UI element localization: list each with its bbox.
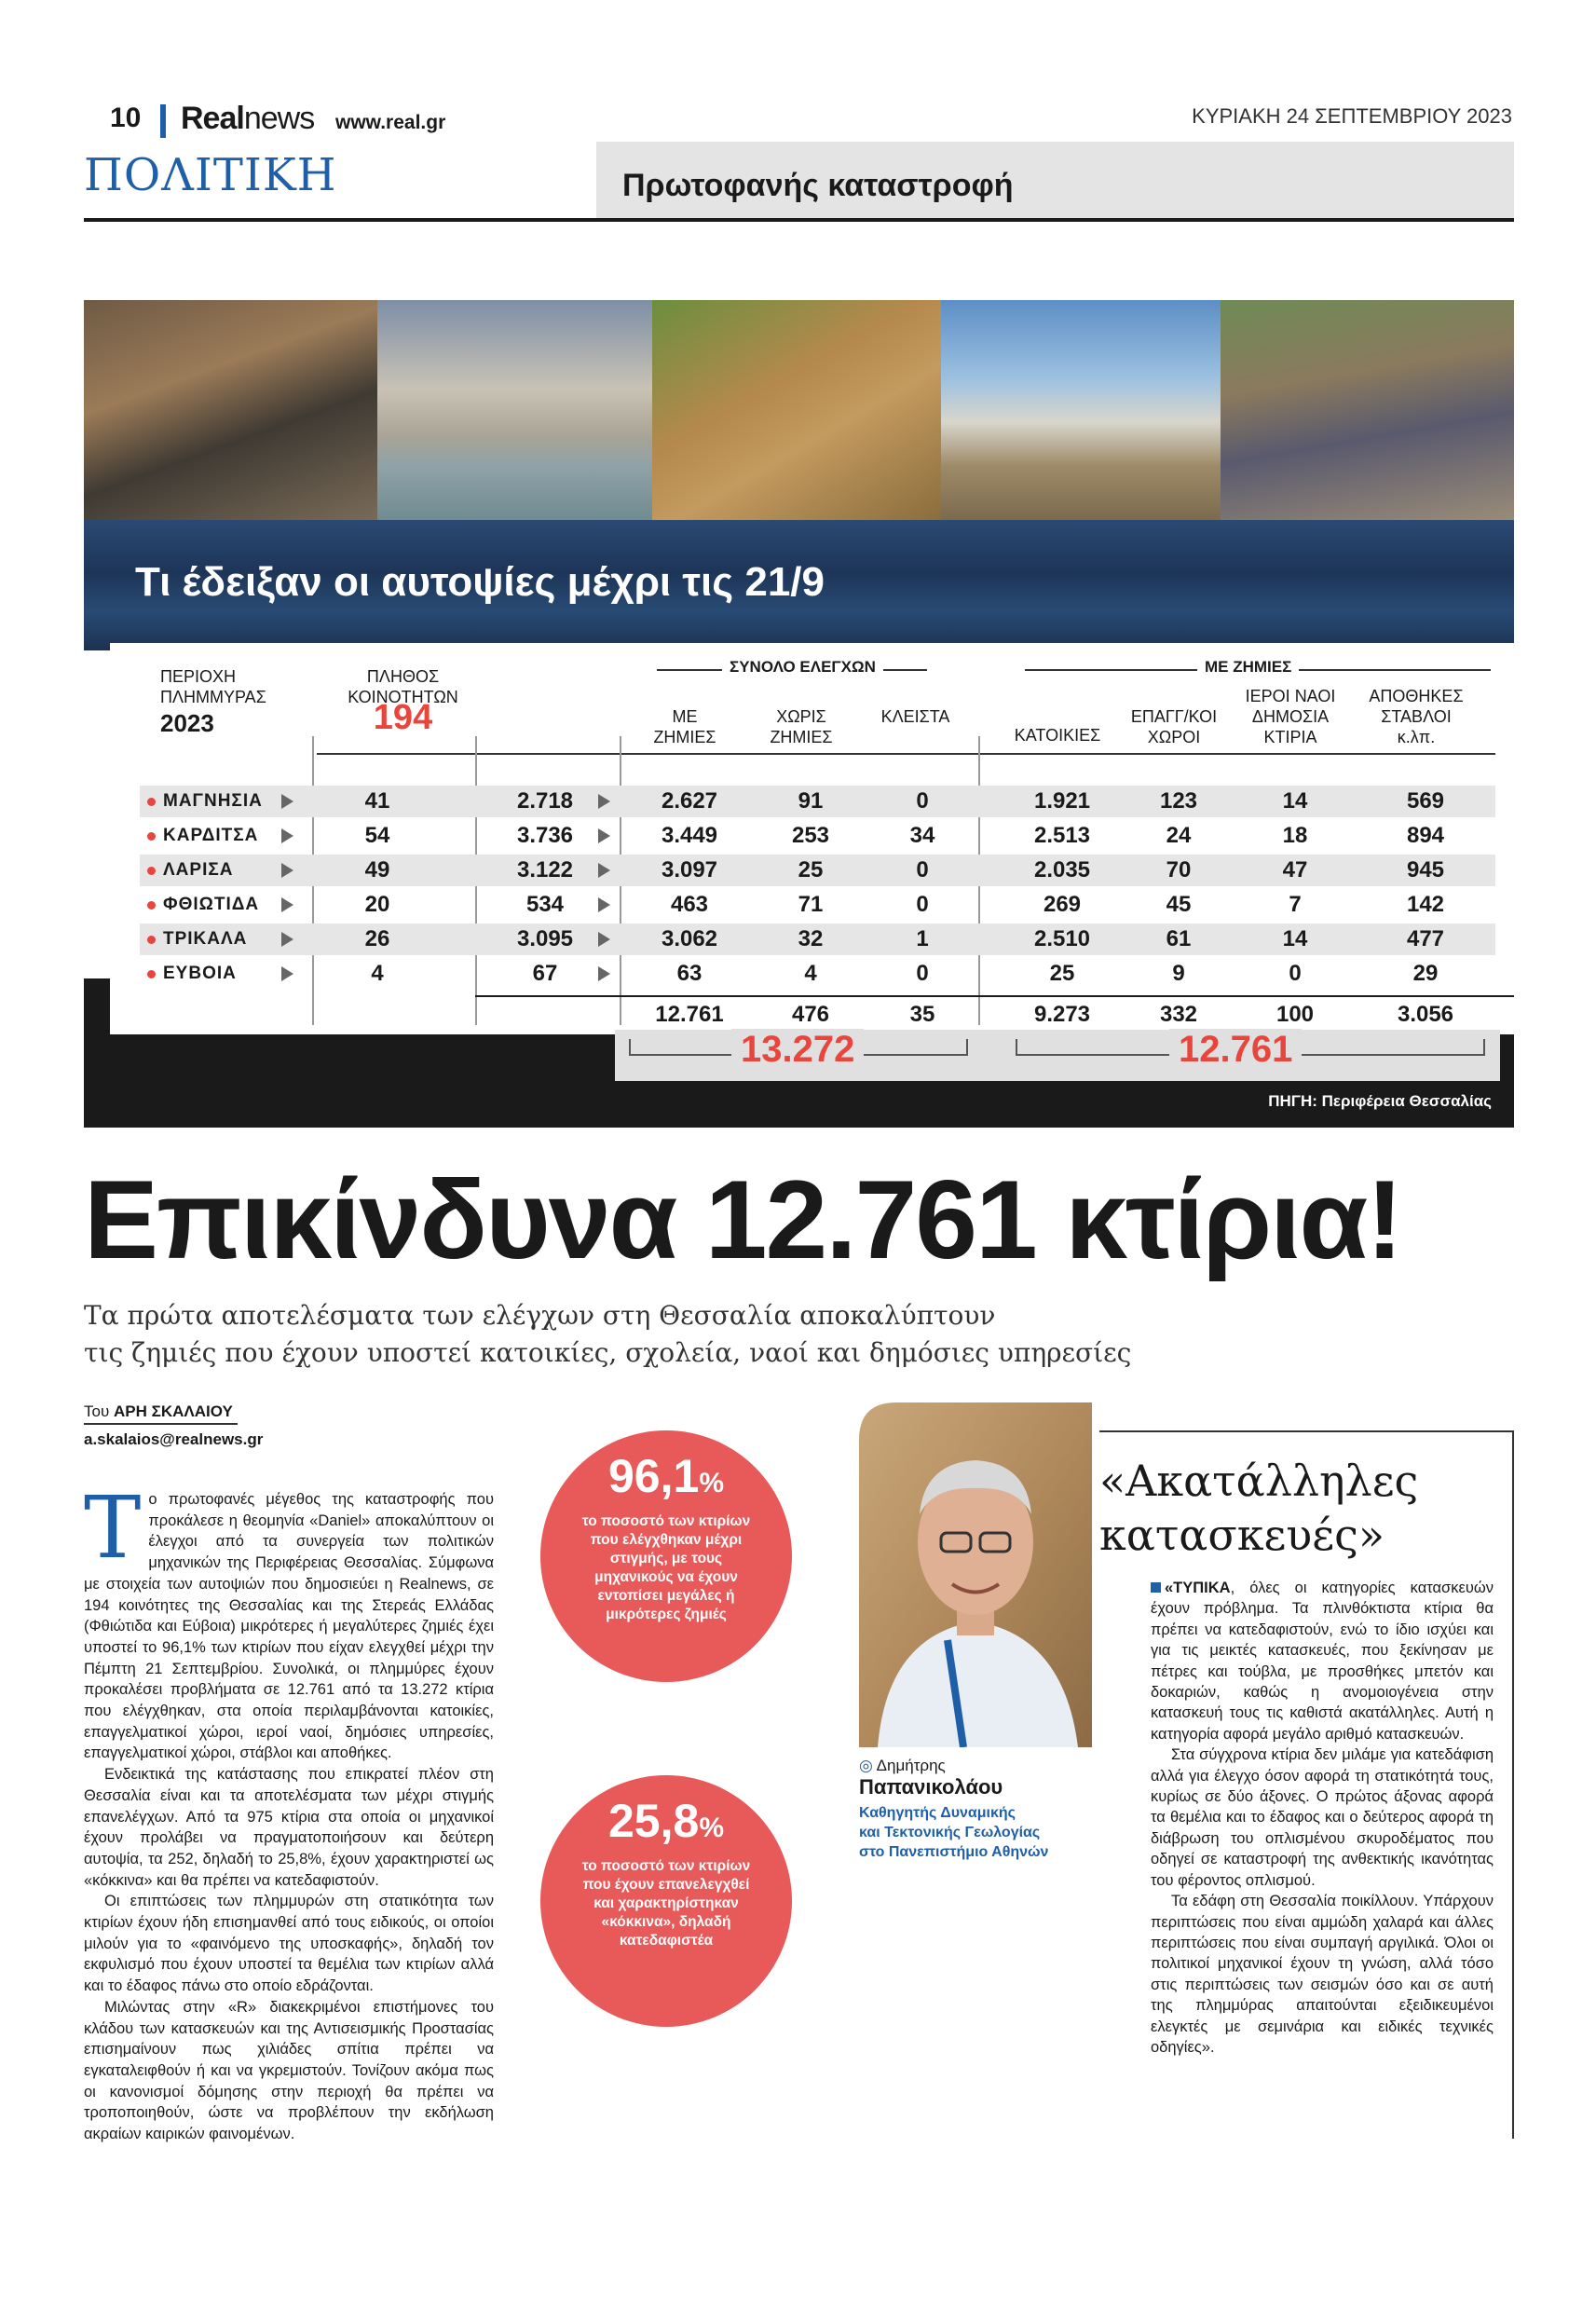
paragraph: Ενδεικτικά της κατάστασης που επικρατεί πλέον στη Θεσσαλία είναι και τα αποτελέσματα των μέχρι στιγμής επανελέγχων. Από τα 975 κτίρια στα οποία οι μηχανικοί έχουν προλάβει να πραγματοποιήσουν και δεύτερη αυτοψία, τα 252, δηλαδή το 25,8%, έχουν χαρακτηριστεί ως «κόκκινα» και θα πρέπει να κατεδαφιστούν. [84, 1766, 494, 1889]
region-dot-icon [147, 867, 156, 875]
brand-logo: Realnews [181, 101, 315, 136]
cell-communities: 49 [364, 857, 390, 882]
col-header-undamaged: ΧΩΡΙΣ ΖΗΜΙΕΣ [770, 707, 833, 746]
section-title: ΠΟΛΙΤΙΚΗ [84, 149, 337, 201]
cell-churches: 0 [1289, 961, 1302, 986]
table-row [140, 786, 1495, 817]
cell-total: 534 [525, 892, 565, 917]
cell-damaged: 3.062 [661, 926, 718, 951]
cell-homes: 2.510 [1033, 926, 1091, 951]
region-dot-icon [147, 901, 156, 910]
article-body [84, 1478, 494, 2145]
section-rule [84, 218, 1514, 222]
region-name: ΤΡΙΚΑΛΑ [163, 929, 248, 949]
cell-business: 61 [1166, 926, 1192, 951]
stat-circle-2: 25,8% το ποσοστό των κτιρίων που έχουν επανελεγχθεί και χαρακτηρίστηκαν «κόκκινα», δηλαδή κατεδαφιστέα [540, 1775, 792, 2027]
paragraph: ο πρωτοφανές μέγεθος της καταστροφής που προκάλεσε η θεομηνία «Daniel» αποκαλύπτουν οι έλεγχοι από τα συνεργεία των πολιτικών μηχανικών της Περιφέρειας Θεσσαλίας. Σύμφωνα με στοιχεία των αυτοψιών που δημοσιεύει η Realnews, σε 194 κοινότητες της Θεσσαλίας και της Στερεάς Ελλάδας (Φθιώτιδα και Εύβοια) μικρότερες ή μεγαλύτερες ζημιές έχει υποστεί το 96,1% των κτιρίων που είχαν ελεγχθεί μέχρι την Πέμπτη 21 Σεπτεμβρίου. Συνολικά, οι πλημμύρες έχουν προκαλέσει προβλήματα σε 12.761 από τα 13.272 κτίρια που ελέγχθηκαν, στα οποία περιλαμβάνονται κατοικίες, επαγγελματικοί χώροι, ιεροί ναοί, δημόσιες υπηρεσίες, επαγγελματικοί χώροι, στάβλοι και αποθήκες. [84, 1491, 494, 1762]
arrow-icon [281, 794, 293, 809]
cell-damaged: 63 [676, 961, 703, 986]
stat-circle-1: 96,1% το ποσοστό των κτιρίων που ελέγχθηκαν μέχρι στιγμής, με τους μηχανικούς να έχουν εντοπίσει μεγάλες ή μικρότερες ζημιές [540, 1430, 792, 1682]
paragraph: Τα εδάφη στη Θεσσαλία ποικίλλουν. Υπάρχουν περιπτώσεις που είναι αμμώδη χαλαρά και άλλες περιπτώσεις που είναι συμπαγή αργιλικά. Όλοι οι πολιτικοί μηχανικοί έχουν τη γνώση, αλλά τόσο στις περιπτώσεις των σεισμών όσο και σε αυτή της πλημμύρας απαιτούνται εξειδικευμένοι ελεγκτές με σεμινάρια και ειδικές τεχνικές οδηγίες». [1151, 1893, 1494, 2056]
col-header-churches: ΙΕΡΟΙ ΝΑΟΙ ΔΗΜΟΣΙΑ ΚΤΙΡΙΑ [1245, 687, 1336, 746]
col-header-homes: ΚΑΤΟΙΚΙΕΣ [1014, 726, 1101, 745]
photo-flood-damage-1 [84, 300, 377, 522]
cell-churches: 14 [1282, 926, 1308, 951]
interviewee-first-name: ◎ Δημήτρης [859, 1757, 946, 1774]
author-email[interactable]: a.skalaios@realnews.gr [84, 1430, 264, 1448]
total-churches: 100 [1275, 1002, 1315, 1027]
cell-undamaged: 25 [798, 857, 824, 882]
cell-undamaged: 71 [798, 892, 824, 917]
arrow-icon [281, 863, 293, 878]
arrow-icon [281, 897, 293, 912]
site-url: www.real.gr [335, 112, 446, 133]
cell-damaged: 2.627 [661, 788, 718, 814]
cell-undamaged: 32 [798, 926, 824, 951]
col-header-closed: ΚΛΕΙΣΤΑ [880, 707, 950, 726]
region-name: ΕΥΒΟΙΑ [163, 964, 237, 983]
cell-undamaged: 91 [798, 788, 824, 814]
tag-title: Πρωτοφανής καταστροφή [622, 168, 1014, 203]
grand-total-damaged: 12.761 [1169, 1029, 1302, 1071]
cell-churches: 47 [1282, 857, 1308, 882]
arrow-icon [281, 932, 293, 947]
arrow-icon [598, 794, 610, 809]
source-note: ΠΗΓΗ: Περιφέρεια Θεσσαλίας [1268, 1092, 1492, 1110]
col-header-damaged: ΜΕ ΖΗΜΙΕΣ [653, 707, 716, 746]
sidebar-frame-right [1512, 1430, 1514, 2139]
total-homes: 9.273 [1033, 1002, 1091, 1027]
arrow-icon [281, 966, 293, 981]
cell-undamaged: 253 [791, 823, 830, 848]
cell-business: 70 [1166, 857, 1192, 882]
page-number: 10 [110, 103, 142, 133]
drop-cap: Τ [84, 1478, 142, 1578]
arrow-icon [598, 863, 610, 878]
cell-churches: 14 [1282, 788, 1308, 814]
headline: Επικίνδυνα 12.761 κτίρια! [84, 1157, 1402, 1282]
communities-header: ΠΛΗΘΟΣ ΚΟΙΝΟΤΗΤΩΝ 194 [348, 667, 458, 737]
arrow-icon [598, 828, 610, 843]
cell-closed: 0 [916, 961, 929, 986]
cell-closed: 0 [916, 857, 929, 882]
cell-communities: 41 [364, 788, 390, 814]
cell-business: 9 [1172, 961, 1185, 986]
cell-closed: 0 [916, 788, 929, 814]
cell-total: 67 [532, 961, 558, 986]
sidebar-body [1151, 1578, 1494, 2058]
arrow-icon [598, 897, 610, 912]
table-row [140, 855, 1495, 886]
col-header-storage: ΑΠΟΘΗΚΕΣ ΣΤΑΒΛΟΙ κ.λπ. [1369, 687, 1464, 746]
grand-total-checked: 13.272 [731, 1029, 864, 1071]
table-row [140, 820, 1495, 852]
cell-storage: 569 [1406, 788, 1445, 814]
group-label-damaged: ΜΕ ΖΗΜΙΕΣ [1197, 658, 1299, 677]
region-name: ΚΑΡΔΙΤΣΑ [163, 826, 259, 845]
infographic-title: Τι έδειξαν οι αυτοψίες μέχρι τις 21/9 [135, 559, 825, 605]
cell-damaged: 463 [670, 892, 709, 917]
interviewee-last-name: Παπανικολάου [859, 1775, 1003, 1799]
col-header-business: ΕΠΑΓΓ/ΚΟΙ ΧΩΡΟΙ [1130, 707, 1218, 746]
region-dot-icon [147, 936, 156, 944]
region-name: ΜΑΓΝΗΣΙΑ [163, 791, 263, 811]
deck: Τα πρώτα αποτελέσματα των ελέγχων στη Θεσσαλία αποκαλύπτουν τις ζημιές που έχουν υποστεί κατοικίες, σχολεία, ναοί και δημόσιες υπηρεσίες [84, 1300, 1132, 1368]
cell-storage: 477 [1406, 926, 1445, 951]
photo-flooded-street [377, 300, 652, 522]
cell-communities: 20 [364, 892, 390, 917]
cell-closed: 34 [909, 823, 935, 848]
page-number-divider [160, 104, 166, 138]
cell-total: 3.095 [516, 926, 574, 951]
cell-storage: 945 [1406, 857, 1445, 882]
cell-closed: 1 [916, 926, 929, 951]
region-name: ΛΑΡΙΣΑ [163, 860, 234, 880]
sidebar-frame-top [1099, 1430, 1514, 1432]
photo-flooded-school [941, 300, 1221, 522]
total-damaged: 12.761 [655, 1002, 724, 1027]
group-label-checked: ΣΥΝΟΛΟ ΕΛΕΓΧΩΝ [722, 658, 883, 677]
byline: Του ΑΡΗ ΣΚΑΛΑΙΟΥ [84, 1402, 233, 1420]
region-header: ΠΕΡΙΟΧΗ ΠΛΗΜΜΥΡΑΣ 2023 [160, 667, 266, 737]
cell-damaged: 3.097 [661, 857, 718, 882]
region-name: ΦΘΙΩΤΙΔΑ [163, 895, 260, 914]
cell-churches: 18 [1282, 823, 1308, 848]
header-rule [317, 753, 1495, 755]
byline-rule [84, 1423, 238, 1425]
arrow-icon [281, 828, 293, 843]
photo-flooded-car [652, 300, 941, 522]
issue-date: ΚΥΡΙΑΚΗ 24 ΣΕΠΤΕΜΒΡΙΟΥ 2023 [1192, 104, 1512, 128]
cell-communities: 4 [371, 961, 384, 986]
cell-churches: 7 [1289, 892, 1302, 917]
cell-closed: 0 [916, 892, 929, 917]
cell-business: 45 [1166, 892, 1192, 917]
interviewee-role: Καθηγητής Δυναμικής και Τεκτονικής Γεωλογίας στο Πανεπιστήμιο Αθηνών [859, 1805, 1049, 1860]
cell-storage: 29 [1412, 961, 1439, 986]
cell-storage: 894 [1406, 823, 1445, 848]
total-closed: 35 [909, 1002, 935, 1027]
cell-business: 123 [1159, 788, 1198, 814]
table-row [140, 958, 1495, 990]
arrow-icon [598, 932, 610, 947]
portrait-photo [859, 1402, 1092, 1747]
region-dot-icon [147, 798, 156, 806]
cell-communities: 54 [364, 823, 390, 848]
paragraph: Στα σύγχρονα κτίρια δεν μιλάμε για κατεδάφιση αλλά για έλεγχο όσον αφορά τη στατικότητά τους, κυρίως σε δύο άξονες. Ο πρώτος άξονας αφορά τα θεμέλια και το έδαφος και ο δεύτερος αφορά τη διάβρωση του οπλισμένου σκυροδέματος που οδηγεί σε καταστροφή της ανθεκτικής ικανότητας του φέροντος οπλισμού. [1151, 1746, 1494, 1889]
region-dot-icon [147, 832, 156, 841]
cell-homes: 2.513 [1033, 823, 1091, 848]
sidebar-title: «Ακατάλληλες κατασκευές» [1099, 1456, 1419, 1560]
region-dot-icon [147, 970, 156, 978]
cell-communities: 26 [364, 926, 390, 951]
cell-homes: 25 [1049, 961, 1075, 986]
cell-storage: 142 [1406, 892, 1445, 917]
table-row [140, 889, 1495, 921]
cell-homes: 269 [1043, 892, 1082, 917]
totals-row [140, 999, 1495, 1031]
bullet-square-icon [1151, 1582, 1161, 1593]
paragraph: Μιλώντας στην «R» διακεκριμένοι επιστήμονες του κλάδου των κατασκευών και της Αντισεισμικής Προστασίας επισημαίνουν πως χιλιάδες σπίτια πρέπει να εγκαταλειφθούν ή και να γκρεμιστούν. Τονίζουν ακόμα πως οι κανονισμοί δόμησης στην περιοχή θα πρέπει να τροποποιηθούν, ώστε να προβλέπουν την εκδήλωση ακραίων καιρικών φαινομένων. [84, 1998, 494, 2143]
photo-flood-damage-2 [1221, 300, 1514, 522]
totals-rule [475, 995, 1514, 997]
total-business: 332 [1159, 1002, 1198, 1027]
cell-business: 24 [1166, 823, 1192, 848]
cell-homes: 1.921 [1033, 788, 1091, 814]
total-undamaged: 476 [791, 1002, 830, 1027]
cell-homes: 2.035 [1033, 857, 1091, 882]
cell-total: 3.736 [516, 823, 574, 848]
total-storage: 3.056 [1397, 1002, 1454, 1027]
paragraph: «ΤΥΠΙΚΑ, όλες οι κατηγορίες κατασκευών έχουν πρόβλημα. Τα πλινθόκτιστα κτίρια θα πρέπει να κατεδαφιστούν, ενώ το ίδιο ισχύει και για τις μεικτές κατασκευές, που ξεκίνησαν με πέτρες και τούβλα, με προσθήκες μπετόν και δοκαριών, καθώς η ανομοιογένεια στην κατασκευή τους τις καθιστά ακατάλληλες. Αυτή η κατηγορία αφορά μεγάλο αριθμό κατασκευών. [1151, 1580, 1494, 1743]
table-row [140, 923, 1495, 955]
arrow-icon [598, 966, 610, 981]
cell-total: 2.718 [516, 788, 574, 814]
cell-total: 3.122 [516, 857, 574, 882]
cell-undamaged: 4 [804, 961, 817, 986]
cell-damaged: 3.449 [661, 823, 718, 848]
paragraph: Οι επιπτώσεις των πλημμυρών στη στατικότητα των κτιρίων έχουν ήδη επισημανθεί από τους ειδικούς, οι οποίοι μιλούν για το «φαινόμενο της υποσκαφής», δηλαδή τον εκφυλισμό που έχουν υποστεί τα θεμέλια των κτιρίων αλλά και το έδαφος πάνω στο οποίο εδράζονται. [84, 1893, 494, 1995]
